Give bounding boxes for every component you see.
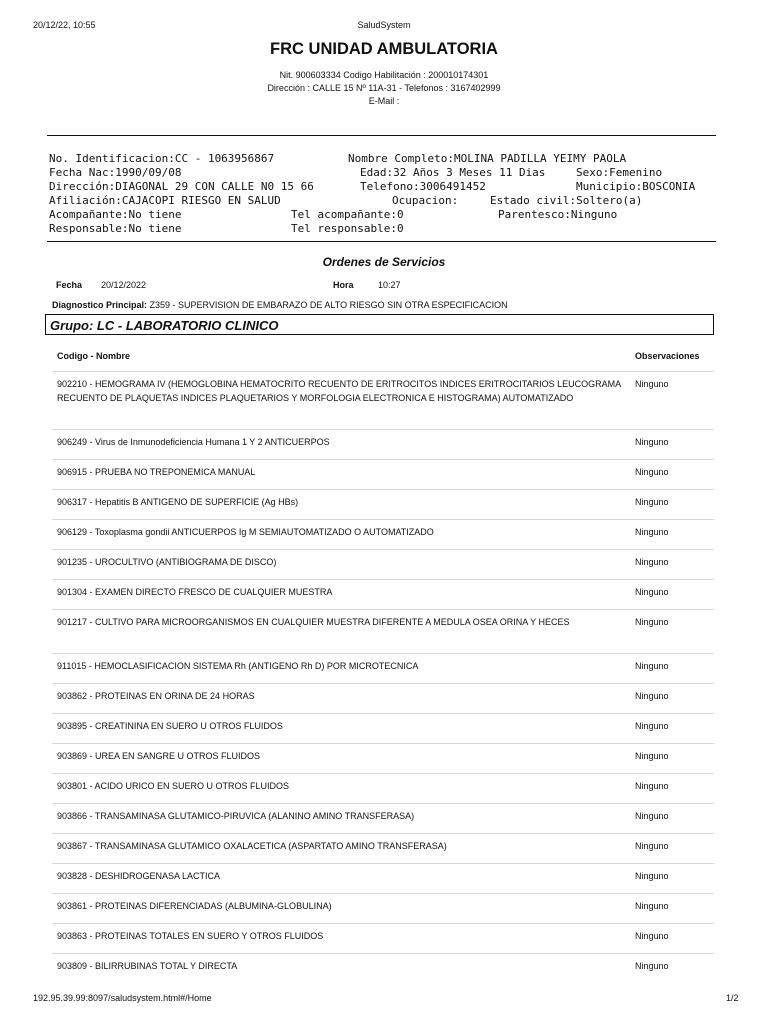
service-observacion: Ninguno bbox=[635, 497, 669, 507]
row-separator bbox=[52, 459, 714, 460]
service-observacion: Ninguno bbox=[635, 900, 669, 911]
service-observacion: Ninguno bbox=[635, 870, 669, 881]
row-separator bbox=[52, 923, 714, 924]
fecha-value: 20/12/2022 bbox=[101, 280, 147, 290]
print-date: 20/12/22, 10:55 bbox=[33, 20, 96, 30]
row-separator bbox=[52, 489, 714, 490]
patient-municipio: Municipio:BOSCONIA bbox=[576, 180, 696, 193]
service-name: 902210 - HEMOGRAMA IV (HEMOGLOBINA HEMATOCRITO RECUENTO DE ERITROCITOS INDICES ERITROCITARIOS LEUCOGRAMA RECUENTO DE PLAQUETAS INDICES PLAQUETARIOS Y MORFOLOGIA ELECTRONICA E HISTOGRAMA) AUTOMATIZADO bbox=[57, 379, 621, 403]
row-separator bbox=[52, 893, 714, 894]
patient-ocupacion: Ocupacion: bbox=[392, 194, 459, 207]
service-observacion: Ninguno bbox=[635, 617, 669, 627]
service-name: 911015 - HEMOCLASIFICACION SISTEMA Rh (ANTIGENO Rh D) POR MICROTECNICA bbox=[57, 660, 419, 671]
row-separator bbox=[52, 863, 714, 864]
diagnostico-value: Z359 - SUPERVISION DE EMBARAZO DE ALTO RIESGO SIN OTRA ESPECIFICACION bbox=[149, 300, 508, 310]
service-name: 903809 - BILIRRUBINAS TOTAL Y DIRECTA bbox=[57, 960, 238, 971]
org-email-line: E-Mail : bbox=[368, 96, 400, 106]
grupo-header: Grupo: LC - LABORATORIO CLINICO bbox=[45, 314, 714, 335]
service-observacion: Ninguno bbox=[635, 750, 669, 761]
patient-parentesco: Parentesco:Ninguno bbox=[498, 208, 618, 221]
patient-edad: Edad:32 Años 3 Meses 11 Dias bbox=[360, 166, 546, 179]
service-observacion: Ninguno bbox=[635, 720, 669, 731]
row-separator bbox=[52, 803, 714, 804]
service-name: 903861 - PROTEINAS DIFERENCIADAS (ALBUMINA-GLOBULINA) bbox=[57, 900, 332, 911]
service-observacion: Ninguno bbox=[635, 690, 669, 701]
service-name: 903869 - UREA EN SANGRE U OTROS FLUIDOS bbox=[57, 750, 261, 761]
service-observacion: Ninguno bbox=[635, 557, 669, 567]
service-name: 906249 - Virus de Inmunodeficiencia Humana 1 Y 2 ANTICUERPOS bbox=[57, 437, 330, 447]
patient-estado-civil: Estado civil:Soltero(a) bbox=[490, 194, 643, 207]
service-observacion: Ninguno bbox=[635, 780, 669, 791]
row-separator bbox=[52, 653, 714, 654]
service-observacion: Ninguno bbox=[635, 467, 669, 477]
service-observacion: Ninguno bbox=[635, 930, 669, 941]
patient-fecha-nac: Fecha Nac:1990/09/08 bbox=[49, 166, 182, 179]
row-separator bbox=[52, 609, 714, 610]
service-observacion: Ninguno bbox=[635, 527, 669, 537]
service-name: 906129 - Toxoplasma gondii ANTICUERPOS Ig M SEMIAUTOMATIZADO O AUTOMATIZADO bbox=[57, 527, 434, 537]
service-observacion: Ninguno bbox=[635, 840, 669, 851]
service-observacion: Ninguno bbox=[635, 587, 669, 597]
service-observacion: Ninguno bbox=[635, 379, 669, 389]
print-app-name: SaludSystem bbox=[357, 20, 411, 30]
row-separator bbox=[52, 683, 714, 684]
service-name: 901304 - EXAMEN DIRECTO FRESCO DE CUALQUIER MUESTRA bbox=[57, 587, 333, 597]
fecha-label: Fecha bbox=[56, 280, 83, 290]
print-footer-url: 192.95.39.99:8097/saludsystem.html#/Home bbox=[33, 993, 212, 1003]
org-nit-line: Nit. 900603334 Codigo Habilitación : 200010174301 bbox=[279, 70, 489, 80]
diagnostico-line bbox=[52, 300, 508, 310]
patient-telefono: Telefono:3006491452 bbox=[360, 180, 486, 193]
service-observacion: Ninguno bbox=[635, 810, 669, 821]
patient-direccion: Dirección:DIAGONAL 29 CON CALLE N0 15 66 bbox=[49, 180, 314, 193]
row-separator bbox=[52, 429, 714, 430]
service-name: 906317 - Hepatitis B ANTIGENO DE SUPERFICIE (Ag HBs) bbox=[57, 497, 299, 507]
service-name: 901235 - UROCULTIVO (ANTIBIOGRAMA DE DISCO) bbox=[57, 557, 277, 567]
row-separator bbox=[52, 579, 714, 580]
service-observacion: Ninguno bbox=[635, 660, 669, 671]
patient-sexo: Sexo:Femenino bbox=[576, 166, 663, 179]
patient-tel-acompanante: Tel acompañante:0 bbox=[291, 208, 404, 221]
org-address-line: Dirección : CALLE 15 Nº 11A-31 - Telefonos : 3167402999 bbox=[267, 83, 501, 93]
patient-responsable: Responsable:No tiene bbox=[49, 222, 182, 235]
section-title: Ordenes de Servicios bbox=[322, 255, 446, 269]
print-footer-page: 1/2 bbox=[726, 993, 739, 1003]
patient-tel-responsable: Tel responsable:0 bbox=[291, 222, 404, 235]
row-separator bbox=[52, 953, 714, 954]
row-separator bbox=[52, 713, 714, 714]
row-separator bbox=[52, 519, 714, 520]
service-name: 903895 - CREATININA EN SUERO U OTROS FLUIDOS bbox=[57, 720, 283, 731]
col-header-codigo-nombre: Codigo - Nombre bbox=[57, 351, 130, 361]
service-name: 906915 - PRUEBA NO TREPONEMICA MANUAL bbox=[57, 467, 256, 477]
service-name: 903801 - ACIDO URICO EN SUERO U OTROS FLUIDOS bbox=[57, 780, 290, 791]
page-title: FRC UNIDAD AMBULATORIA bbox=[270, 40, 498, 58]
service-name: 903863 - PROTEINAS TOTALES EN SUERO Y OTROS FLUIDOS bbox=[57, 930, 324, 941]
service-observacion: Ninguno bbox=[635, 960, 669, 971]
patient-acompanante: Acompañante:No tiene bbox=[49, 208, 182, 221]
hora-value: 10:27 bbox=[378, 280, 401, 290]
service-observacion: Ninguno bbox=[635, 437, 669, 447]
patient-identificacion: No. Identificacion:CC - 1063956867 bbox=[49, 152, 275, 165]
patient-afiliacion: Afiliación:CAJACOPI RIESGO EN SALUD bbox=[49, 194, 281, 207]
patient-nombre: Nombre Completo:MOLINA PADILLA YEIMY PAOLA bbox=[348, 152, 627, 165]
row-separator bbox=[52, 549, 714, 550]
service-name: 903862 - PROTEINAS EN ORINA DE 24 HORAS bbox=[57, 690, 255, 701]
row-separator bbox=[52, 833, 714, 834]
service-name: 903866 - TRANSAMINASA GLUTAMICO-PIRUVICA (ALANINO AMINO TRANSFERASA) bbox=[57, 810, 415, 821]
row-separator bbox=[52, 773, 714, 774]
service-name: 903828 - DESHIDROGENASA LACTICA bbox=[57, 870, 221, 881]
col-header-observaciones: Observaciones bbox=[635, 351, 700, 361]
service-name: 901217 - CULTIVO PARA MICROORGANISMOS EN CUALQUIER MUESTRA DIFERENTE A MEDULA OSEA ORINA Y HECES bbox=[57, 617, 570, 627]
service-name: 903867 - TRANSAMINASA GLUTAMICO OXALACETICA (ASPARTATO AMINO TRANSFERASA) bbox=[57, 840, 447, 851]
row-separator bbox=[52, 743, 714, 744]
diagnostico-label: Diagnostico Principal: bbox=[52, 300, 148, 310]
hora-label: Hora bbox=[333, 280, 354, 290]
row-separator bbox=[52, 371, 714, 372]
